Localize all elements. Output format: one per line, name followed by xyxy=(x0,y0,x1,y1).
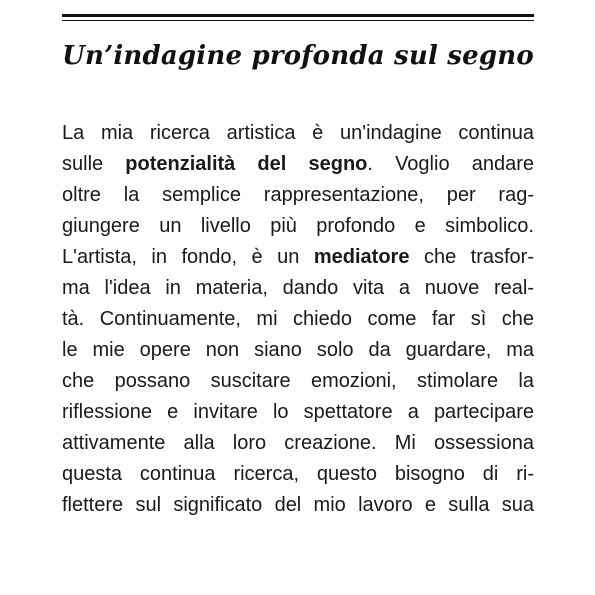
text-run: tà. Continuamente, mi chiedo come far sì che xyxy=(62,308,534,330)
text-run: che possano suscitare emozioni, stimolare la xyxy=(62,370,534,392)
section-title: Un’indagine profonda sul segno xyxy=(62,41,534,71)
text-line xyxy=(62,149,534,180)
text-line xyxy=(62,490,534,521)
text-line xyxy=(62,459,534,490)
text-run: . Voglio andare xyxy=(367,153,534,175)
text-run: le mie opere non siano solo da guardare, ma xyxy=(62,339,534,361)
text-line xyxy=(62,273,534,304)
body-paragraph xyxy=(62,118,534,521)
text-line xyxy=(62,118,534,149)
text-run: flettere sul significato del mio lavoro e sulla sua xyxy=(62,494,534,516)
text-run: sulle xyxy=(62,153,126,175)
text-line xyxy=(62,397,534,428)
header-rule-thick xyxy=(62,14,534,17)
text-run: giungere un livello più profondo e simbolico. xyxy=(62,215,534,237)
text-line xyxy=(62,304,534,335)
text-run: oltre la semplice rappresentazione, per rag- xyxy=(62,184,534,206)
text-run: ma l'idea in materia, dando vita a nuove real- xyxy=(62,277,534,299)
emphasized-text: mediatore xyxy=(313,246,410,268)
text-run: questa continua ricerca, questo bisogno di ri- xyxy=(62,463,534,485)
text-line xyxy=(62,428,534,459)
text-line xyxy=(62,366,534,397)
emphasized-text: potenzialità del segno xyxy=(125,153,368,175)
text-run: riflessione e invitare lo spettatore a partecipare xyxy=(62,401,534,423)
text-line xyxy=(62,242,534,273)
header-rule-thin xyxy=(62,20,534,21)
text-run: La mia ricerca artistica è un'indagine continua xyxy=(62,122,534,144)
text-line xyxy=(62,180,534,211)
text-run: L'artista, in fondo, è un xyxy=(62,246,314,268)
text-run: che trasfor- xyxy=(409,246,534,268)
text-line xyxy=(62,211,534,242)
text-run: attivamente alla loro creazione. Mi ossessiona xyxy=(62,432,534,454)
text-line xyxy=(62,335,534,366)
